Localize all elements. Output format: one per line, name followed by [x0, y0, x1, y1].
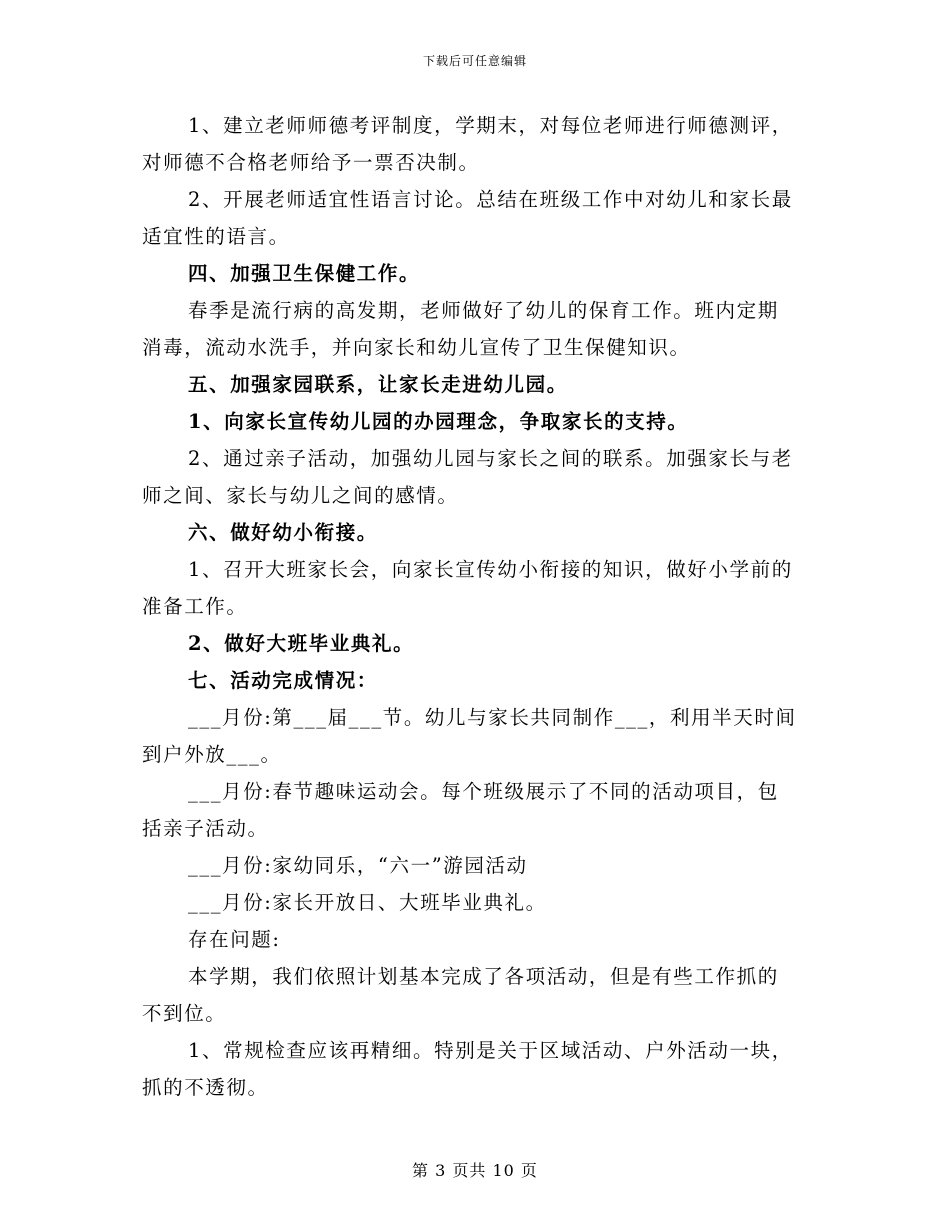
section-heading-line: 七、活动完成情况： [188, 669, 378, 692]
paragraph-line: 2、开展老师适宜性语言讨论。总结在班级工作中对幼儿和家长最 [188, 188, 793, 211]
paragraph-line: 不到位。 [142, 1002, 227, 1025]
paragraph-line: 准备工作。 [142, 595, 248, 618]
paragraph-line: 抓的不透彻。 [142, 1076, 269, 1099]
paragraph-line: 对师德不合格老师给予一票否决制。 [142, 151, 480, 174]
paragraph-line: 到户外放___。 [142, 743, 282, 766]
section-heading-line: 2、做好大班毕业典礼。 [188, 632, 415, 655]
paragraph-line: ___月份:家幼同乐，“六一”游园活动 [188, 854, 528, 877]
paragraph-line: ___月份:春节趣味运动会。每个班级展示了不同的活动项目，包 [188, 780, 779, 803]
section-heading-line: 1、向家长宣传幼儿园的办园理念，争取家长的支持。 [188, 410, 689, 433]
section-heading-line: 六、做好幼小衔接。 [188, 521, 378, 544]
paragraph-line: 1、建立老师师德考评制度，学期末，对每位老师进行师德测评， [188, 114, 793, 137]
paragraph-line: 适宜性的语言。 [142, 225, 290, 248]
paragraph-line: 1、召开大班家长会，向家长宣传幼小衔接的知识，做好小学前的 [188, 558, 793, 581]
paragraph-line: 2、通过亲子活动，加强幼儿园与家长之间的联系。加强家长与老 [188, 447, 793, 470]
section-heading-line: 四、加强卫生保健工作。 [188, 262, 421, 285]
paragraph-line: 存在问题: [188, 928, 281, 951]
paragraph-line: 春季是流行病的高发期，老师做好了幼儿的保育工作。班内定期 [188, 299, 779, 322]
section-heading-line: 五、加强家园联系，让家长走进幼儿园。 [188, 373, 568, 396]
page-footer: 第 3 页共 10 页 [412, 1161, 538, 1180]
page-header: 下载后可任意编辑 [422, 54, 527, 68]
paragraph-line: 消毒，流动水洗手，并向家长和幼儿宣传了卫生保健知识。 [142, 336, 691, 359]
paragraph-line: ___月份:家长开放日、大班毕业典礼。 [188, 891, 547, 914]
paragraph-line: 1、常规检查应该再精细。特别是关于区域活动、户外活动一块， [188, 1039, 793, 1062]
paragraph-line: 括亲子活动。 [142, 817, 269, 840]
document-body [142, 107, 814, 1106]
paragraph-line: 本学期，我们依照计划基本完成了各项活动，但是有些工作抓的 [188, 965, 779, 988]
paragraph-line: ___月份:第___届___节。幼儿与家长共同制作___，利用半天时间 [188, 706, 797, 729]
paragraph-line: 师之间、家长与幼儿之间的感情。 [142, 484, 459, 507]
